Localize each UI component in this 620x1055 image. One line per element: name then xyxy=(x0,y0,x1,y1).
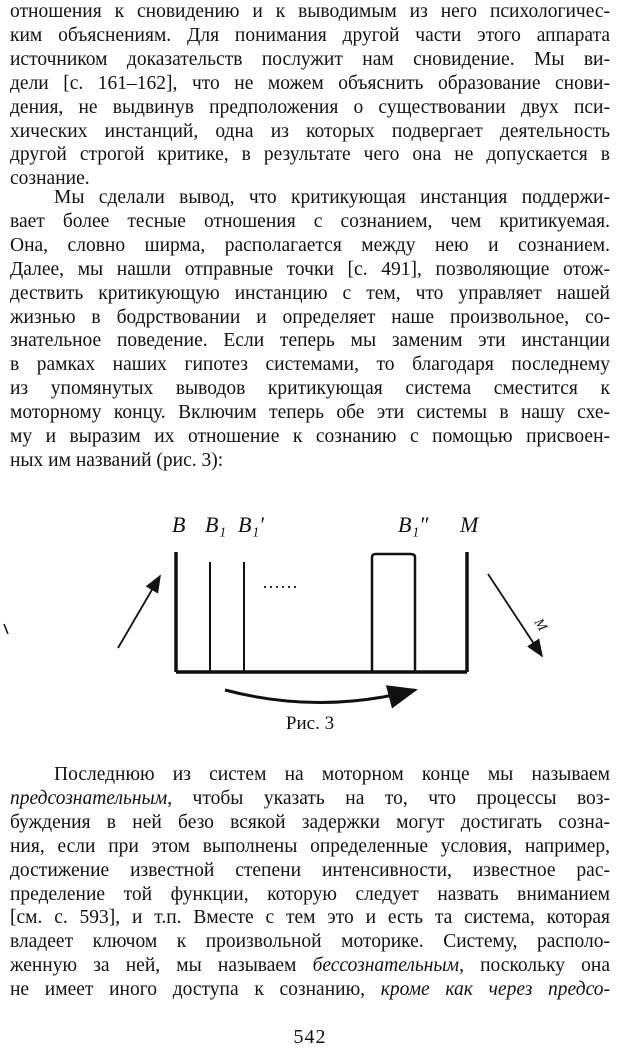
text-line: из упомянутых выводов критикующая система сместится к xyxy=(10,378,610,400)
text-line: источником доказательств послужит нам сновидение. Мы ви- xyxy=(10,48,610,70)
text-run: , чтобы указать на то, что процессы воз- xyxy=(167,787,610,809)
text-run: не имеет иного доступа к сознанию, xyxy=(10,979,381,1001)
text-line: ния, если при этом выполнены определенные условия, например, xyxy=(10,835,610,857)
text-line: знательное поведение. Если теперь мы заменим эти инстанции xyxy=(10,330,610,352)
text-line: му и выразим их отношение к сознанию с помощью присвоен- xyxy=(10,426,610,448)
text-line: моторному концу. Включим теперь обе эти системы в нашу схе- xyxy=(10,402,610,424)
margin-mark xyxy=(4,624,8,634)
text-line: буждения в ней безо всякой задержки могут достигать созна- xyxy=(10,811,610,833)
text-line: ных им названий (рис. 3): xyxy=(10,449,224,471)
label-b1-double-prime: B₁″ xyxy=(398,512,429,537)
text-line: в рамках наших гипотез системами, то благодаря последнему xyxy=(10,354,610,376)
figure-caption: Рис. 3 xyxy=(285,713,335,734)
text-line: хических инстанций, одна из которых подвергает деятельность xyxy=(10,120,610,142)
text-line: Последнюю из систем на моторном конце мы называем xyxy=(54,764,610,785)
system-box-b1-double-prime xyxy=(372,554,415,672)
paragraph-continuation xyxy=(10,0,610,191)
text-line: жизнью в бодрствовании и определяет наше произвольное, со- xyxy=(10,306,610,328)
direction-arc-arrow xyxy=(225,690,415,703)
text-line: ким объяснениям. Для понимания другой части этого аппарата xyxy=(10,24,610,46)
paragraph-critical-instance xyxy=(10,186,610,473)
emphasis-phrase: кроме как через предсо- xyxy=(380,979,610,1001)
text-line: другой строгой критике, в результате чего она не допускается в xyxy=(10,144,610,166)
input-arrow xyxy=(118,576,160,648)
text-line: Далее, мы нашли отправные точки [с. 491], позволяющие отож- xyxy=(10,258,610,280)
label-b1-prime: B₁′ xyxy=(238,512,264,537)
label-b: B xyxy=(172,512,186,537)
text-line: отношения к сновидению и к выводимым из него психологичес- xyxy=(10,1,610,22)
text-line: сознание. xyxy=(10,168,90,190)
text-line: владеет ключом к произвольной моторике. Систему, располо- xyxy=(10,931,610,953)
text-line: Мы сделали вывод, что критикующая инстанция поддержи- xyxy=(54,187,610,208)
text-run: женную за ней, мы называем xyxy=(10,955,313,977)
arrow-label-m: M xyxy=(530,616,550,635)
term-unconscious: бессознательным xyxy=(312,955,460,977)
paragraph-preconscious xyxy=(10,763,610,1002)
text-line: достижение известной степени интенсивности, известное рас- xyxy=(10,859,610,881)
text-line: [см. с. 593], и т.п. Вместе с тем это и есть та система, которая xyxy=(10,907,610,929)
text-line: вает более тесные отношения с сознанием, чем критикуемая. xyxy=(10,210,610,232)
text-line: дения, не выдвинув предположения о существовании двух пси- xyxy=(10,96,610,118)
dots-ellipsis: …… xyxy=(262,572,298,592)
text-line: дествить критикующую инстанцию с тем, что управляет нашей xyxy=(10,282,610,304)
label-b1: B₁ xyxy=(205,512,227,537)
output-arrow xyxy=(488,574,542,656)
text-line: дели [с. 161–162], что не можем объяснить образование снови- xyxy=(10,72,610,94)
text-line: пределение той функции, которую следует назвать вниманием xyxy=(10,883,610,905)
text-line: Она, словно ширма, располагается между нею и сознанием. xyxy=(10,234,610,256)
term-preconscious: предсознательным xyxy=(10,787,168,809)
page-number: 542 xyxy=(293,1026,327,1048)
text-run: , поскольку она xyxy=(459,955,610,977)
text-line xyxy=(10,954,610,978)
label-m: M xyxy=(460,512,479,537)
text-line xyxy=(10,787,610,811)
text-line xyxy=(10,978,610,1002)
